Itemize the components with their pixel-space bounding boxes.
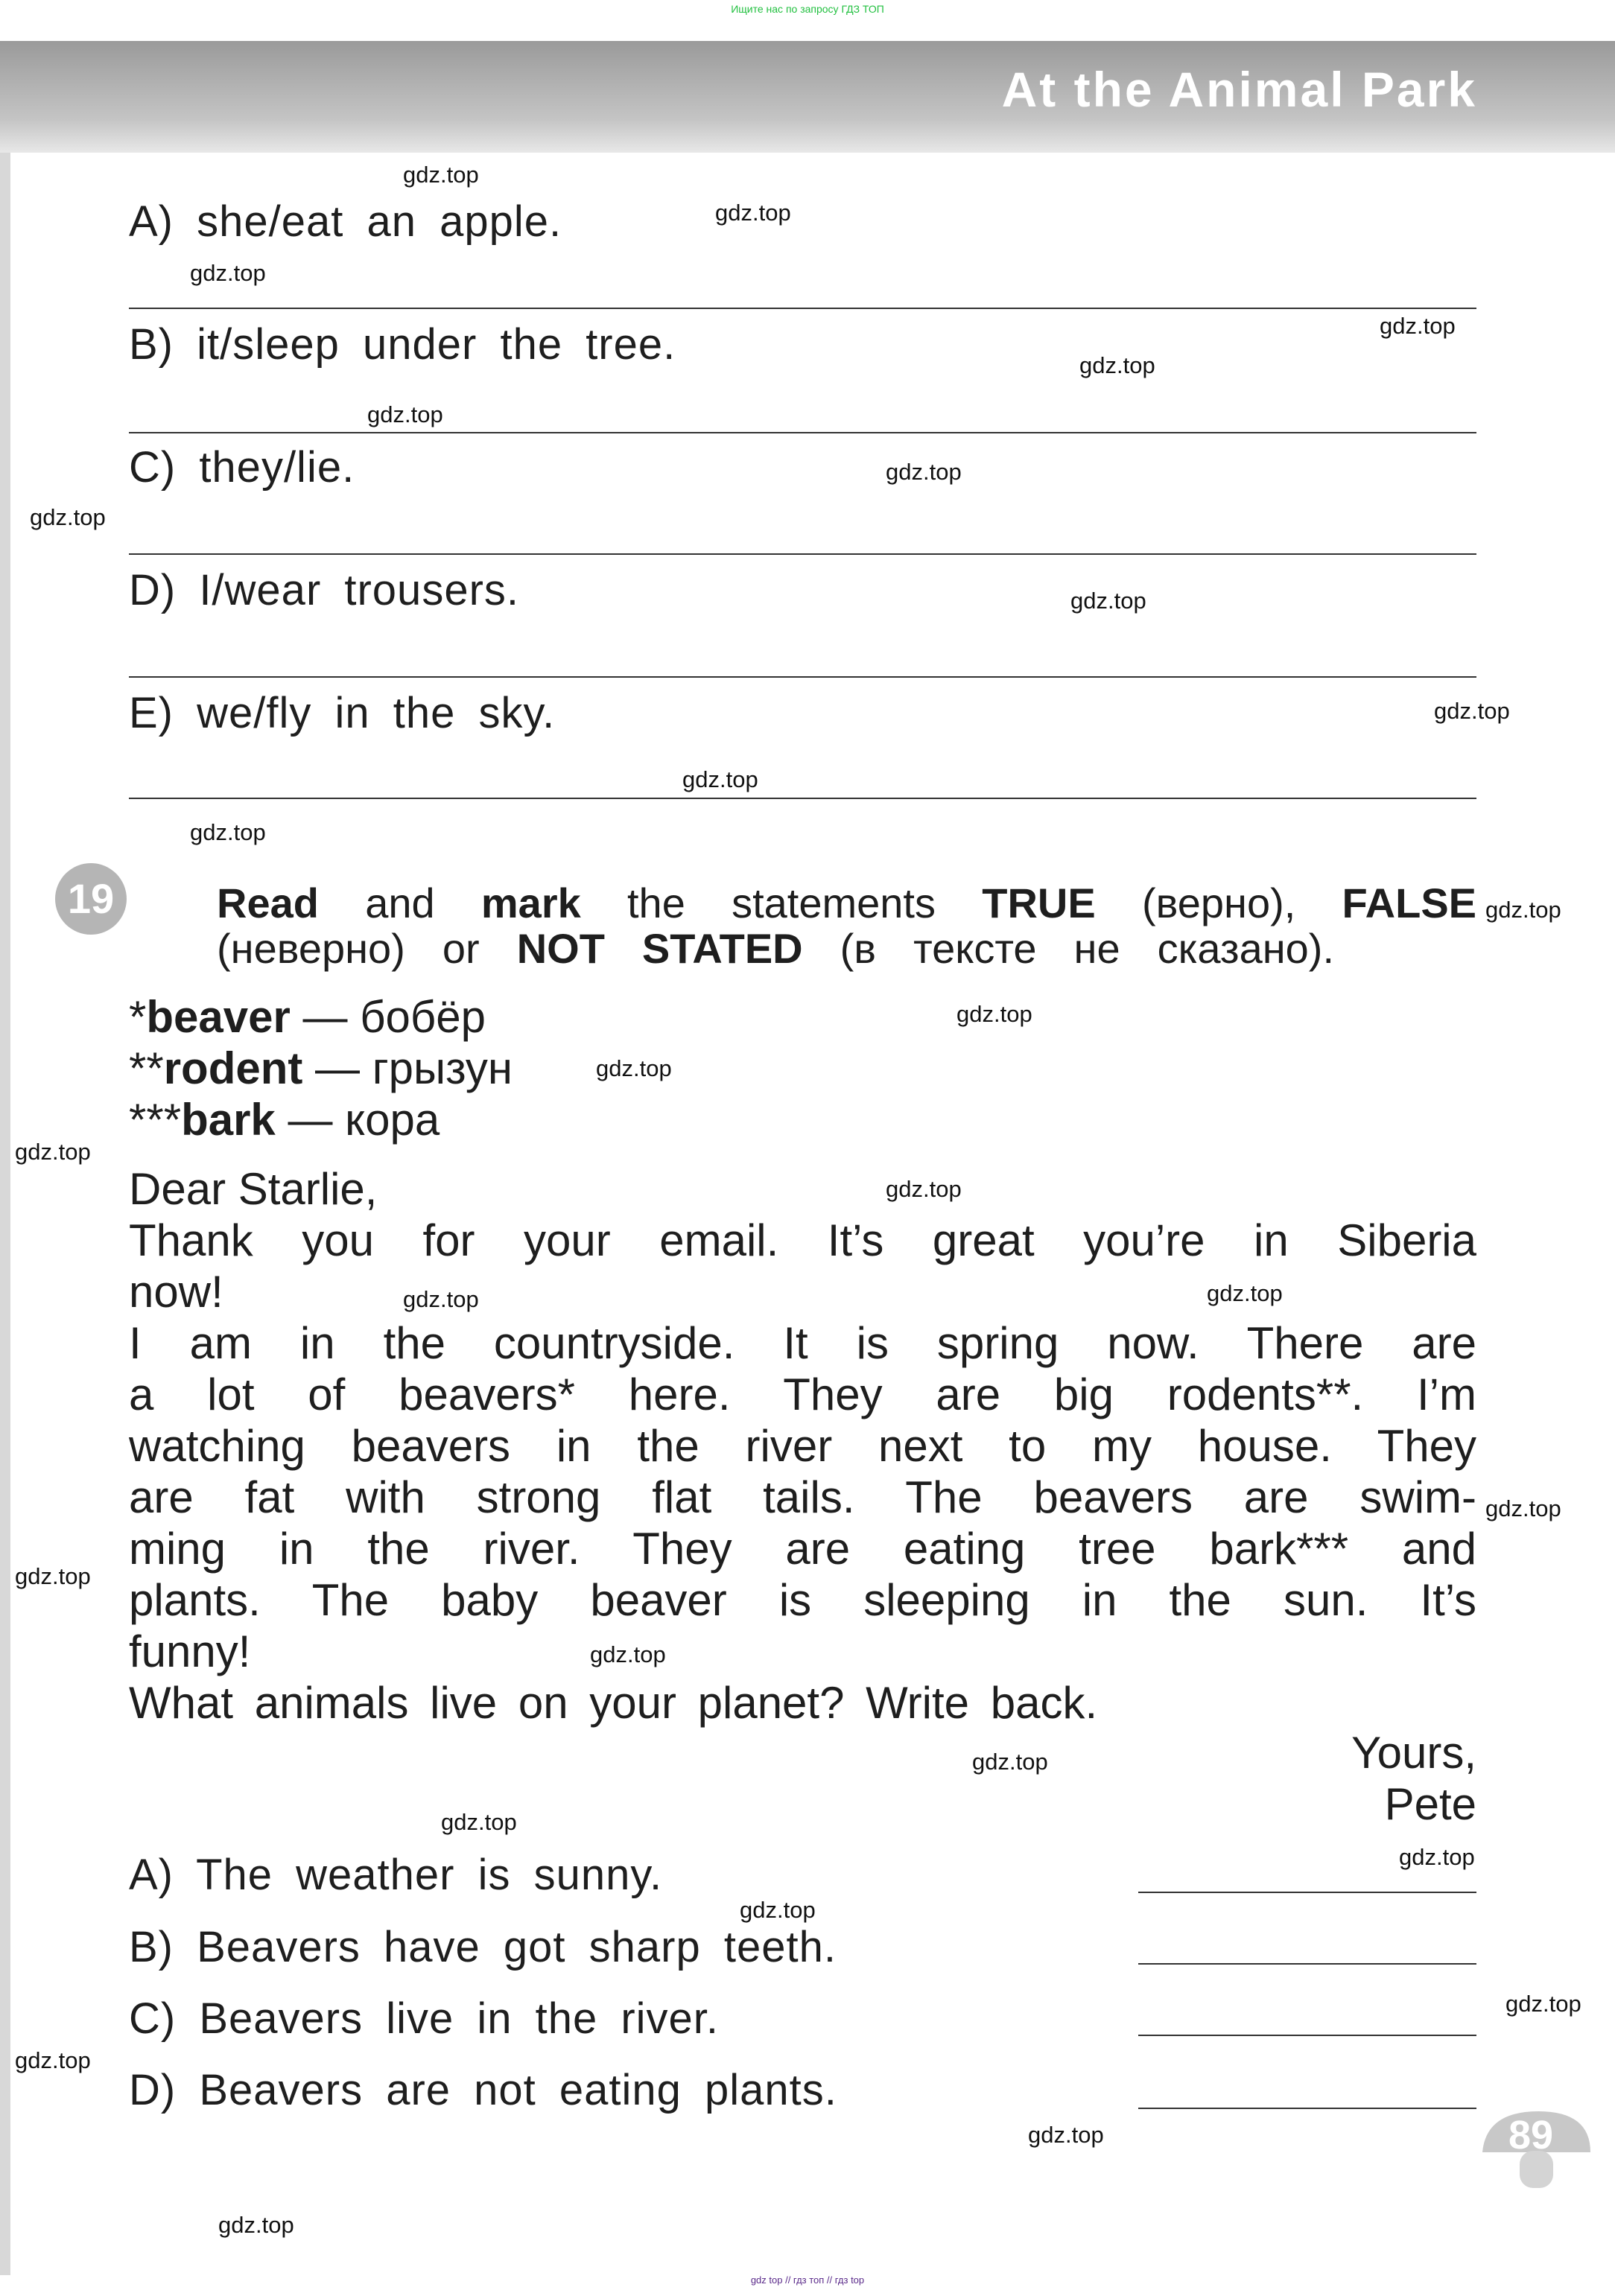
watermark: gdz.top xyxy=(1485,1495,1561,1521)
watermark: gdz.top xyxy=(1070,588,1146,614)
watermark: gdz.top xyxy=(1207,1280,1283,1306)
letter-line: a lot of beavers* here. They are big rodents**. I’m xyxy=(129,1370,1476,1419)
stars: *** xyxy=(129,1095,182,1145)
instruction-line-1 xyxy=(217,879,1476,927)
answer-blank-b[interactable] xyxy=(1138,1963,1476,1965)
gloss-translation: грызун xyxy=(372,1043,513,1093)
dash: — xyxy=(275,1095,346,1145)
instr-word: FALSE xyxy=(1342,880,1477,926)
page-edge-shadow xyxy=(0,41,10,2275)
answer-blank-c[interactable] xyxy=(1138,2035,1476,2036)
watermark: gdz.top xyxy=(972,1749,1048,1775)
exercise-item-d: D) I/wear trousers. xyxy=(129,566,519,614)
watermark: gdz.top xyxy=(596,1055,672,1081)
dash: — xyxy=(290,992,361,1042)
watermark: gdz.top xyxy=(1505,1991,1581,2017)
letter-line: funny! xyxy=(129,1626,251,1676)
dash: — xyxy=(302,1043,372,1093)
statement-d: D) Beavers are not eating plants. xyxy=(129,2066,837,2114)
instr-word: NOT STATED xyxy=(516,925,803,972)
gloss-word: rodent xyxy=(163,1043,303,1093)
glossary-item xyxy=(129,993,486,1042)
watermark: gdz.top xyxy=(956,1001,1032,1027)
watermark: gdz.top xyxy=(682,766,758,792)
watermark: gdz.top xyxy=(15,1139,91,1165)
exercise-number-badge: 19 xyxy=(55,863,127,935)
gloss-word: beaver xyxy=(146,992,291,1042)
watermark: gdz.top xyxy=(15,1563,91,1589)
exercise-item-a: A) she/eat an apple. xyxy=(129,197,562,246)
watermark: gdz.top xyxy=(441,1809,517,1835)
watermark: gdz.top xyxy=(30,504,106,530)
stars: ** xyxy=(129,1043,164,1093)
exercise-item-b: B) it/sleep under the tree. xyxy=(129,320,676,369)
answer-line[interactable] xyxy=(129,308,1476,309)
answer-line[interactable] xyxy=(129,432,1476,433)
answer-line[interactable] xyxy=(129,553,1476,555)
gloss-translation: кора xyxy=(345,1095,440,1145)
letter-line: ming in the river. They are eating tree bark*** and xyxy=(129,1524,1476,1574)
bottom-notice: gdz top // гдз топ // гдз top xyxy=(750,2274,865,2286)
instr-word: the statements xyxy=(627,880,936,926)
instr-word: (неверно) or xyxy=(217,925,480,972)
gloss-word: bark xyxy=(181,1095,276,1145)
watermark: gdz.top xyxy=(715,200,791,226)
watermark: gdz.top xyxy=(15,2047,91,2073)
exercise-item-e: E) we/fly in the sky. xyxy=(129,689,556,737)
watermark: gdz.top xyxy=(886,1176,962,1202)
answer-blank-d[interactable] xyxy=(1138,2108,1476,2109)
letter-closing: Yours, xyxy=(1351,1728,1476,1778)
watermark: gdz.top xyxy=(1434,698,1510,724)
instr-word: Read xyxy=(217,880,319,926)
letter-line: are fat with strong flat tails. The beavers are swim- xyxy=(129,1472,1476,1522)
unit-title: At the Animal Park xyxy=(1001,62,1477,117)
statement-b: B) Beavers have got sharp teeth. xyxy=(129,1923,837,1971)
watermark: gdz.top xyxy=(190,260,266,286)
page-number: 89 xyxy=(1508,2113,1554,2157)
letter-signature: Pete xyxy=(1384,1779,1476,1829)
statement-c: C) Beavers live in the river. xyxy=(129,1994,720,2043)
exercise-item-c: C) they/lie. xyxy=(129,443,355,492)
watermark: gdz.top xyxy=(1399,1844,1475,1870)
instr-word: (в тексте не сказано). xyxy=(840,925,1335,972)
watermark: gdz.top xyxy=(367,401,443,427)
page-number-mushroom xyxy=(1479,2108,1590,2190)
gloss-translation: бобёр xyxy=(360,992,486,1042)
stars: * xyxy=(129,992,147,1042)
letter-line: plants. The baby beaver is sleeping in the sun. It’s xyxy=(129,1575,1476,1625)
letter-line: now! xyxy=(129,1267,223,1317)
instr-word: and xyxy=(365,880,435,926)
answer-line[interactable] xyxy=(129,676,1476,678)
watermark: gdz.top xyxy=(218,2212,294,2238)
watermark: gdz.top xyxy=(1380,313,1456,339)
watermark: gdz.top xyxy=(403,1286,479,1312)
answer-blank-a[interactable] xyxy=(1138,1892,1476,1893)
glossary-item xyxy=(129,1044,513,1093)
watermark: gdz.top xyxy=(1028,2122,1104,2148)
letter-line: What animals live on your planet? Write back. xyxy=(129,1678,1098,1728)
statement-a: A) The weather is sunny. xyxy=(129,1851,663,1899)
watermark: gdz.top xyxy=(190,819,266,845)
answer-line[interactable] xyxy=(129,798,1476,799)
letter-line: watching beavers in the river next to my house. They xyxy=(129,1421,1476,1471)
watermark: gdz.top xyxy=(403,162,479,188)
watermark: gdz.top xyxy=(590,1641,666,1667)
letter-line: Dear Starlie, xyxy=(129,1164,378,1214)
letter-line: I am in the countryside. It is spring now. There are xyxy=(129,1318,1476,1368)
watermark: gdz.top xyxy=(740,1897,816,1923)
instr-word: TRUE xyxy=(982,880,1096,926)
watermark: gdz.top xyxy=(1079,352,1155,378)
instr-word: (верно), xyxy=(1141,880,1296,926)
glossary-item xyxy=(129,1095,440,1145)
letter-line: Thank you for your email. It’s great you’re in Siberia xyxy=(129,1215,1476,1265)
watermark: gdz.top xyxy=(886,459,962,485)
watermark: gdz.top xyxy=(1485,897,1561,923)
search-notice: Ищите нас по запросу ГДЗ ТОП xyxy=(731,3,884,15)
instr-word: mark xyxy=(480,880,581,926)
instruction-line-2 xyxy=(217,924,1334,973)
